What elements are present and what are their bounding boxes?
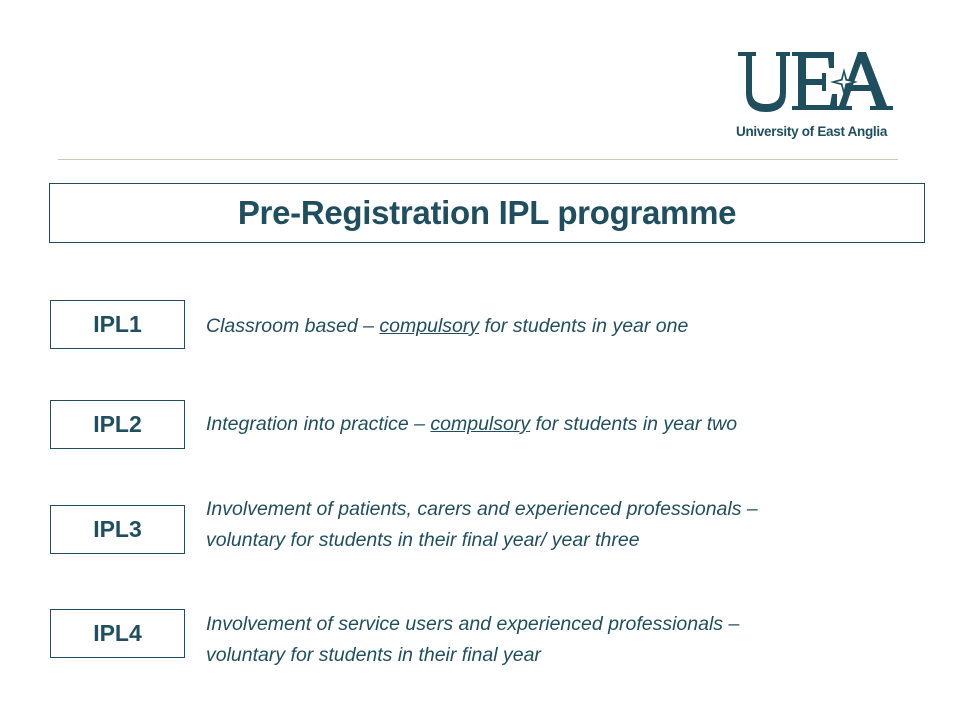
ipl2-text-before: Integration into practice – xyxy=(206,413,431,435)
ipl2-description xyxy=(206,409,906,440)
ipl3-line-2: voluntary for students in their final year/ year three xyxy=(206,529,640,551)
ipl2-label-box xyxy=(50,400,185,449)
ipl3-label-box xyxy=(50,505,185,554)
ipl2-text-after: for students in year two xyxy=(530,413,738,435)
page-title: Pre-Registration IPL programme xyxy=(237,194,737,231)
ipl1-description xyxy=(206,311,906,342)
ipl1-text-underlined: compulsory xyxy=(379,315,480,337)
uea-wordmark-icon xyxy=(736,46,898,122)
ipl4-label-box xyxy=(50,609,185,658)
ipl4-line-1: Involvement of service users and experienced professionals – xyxy=(206,613,740,635)
ipl3-line-1: Involvement of patients, carers and experienced professionals – xyxy=(206,498,758,520)
title-box xyxy=(49,183,925,243)
ipl3-description xyxy=(206,494,906,556)
header-divider xyxy=(58,159,898,160)
ipl1-text-before: Classroom based – xyxy=(206,315,380,337)
ipl4-description xyxy=(206,609,906,671)
ipl2-label: IPL2 xyxy=(93,411,142,437)
uea-logo xyxy=(736,46,898,146)
ipl4-line-2: voluntary for students in their final year xyxy=(206,644,541,666)
ipl1-label-box xyxy=(50,300,185,349)
logo-subtitle: University of East Anglia xyxy=(736,124,888,139)
ipl1-label: IPL1 xyxy=(93,311,142,337)
ipl1-text-after: for students in year one xyxy=(479,315,689,337)
ipl3-label: IPL3 xyxy=(93,516,142,542)
ipl4-label: IPL4 xyxy=(93,620,142,646)
ipl2-text-underlined: compulsory xyxy=(430,413,531,435)
